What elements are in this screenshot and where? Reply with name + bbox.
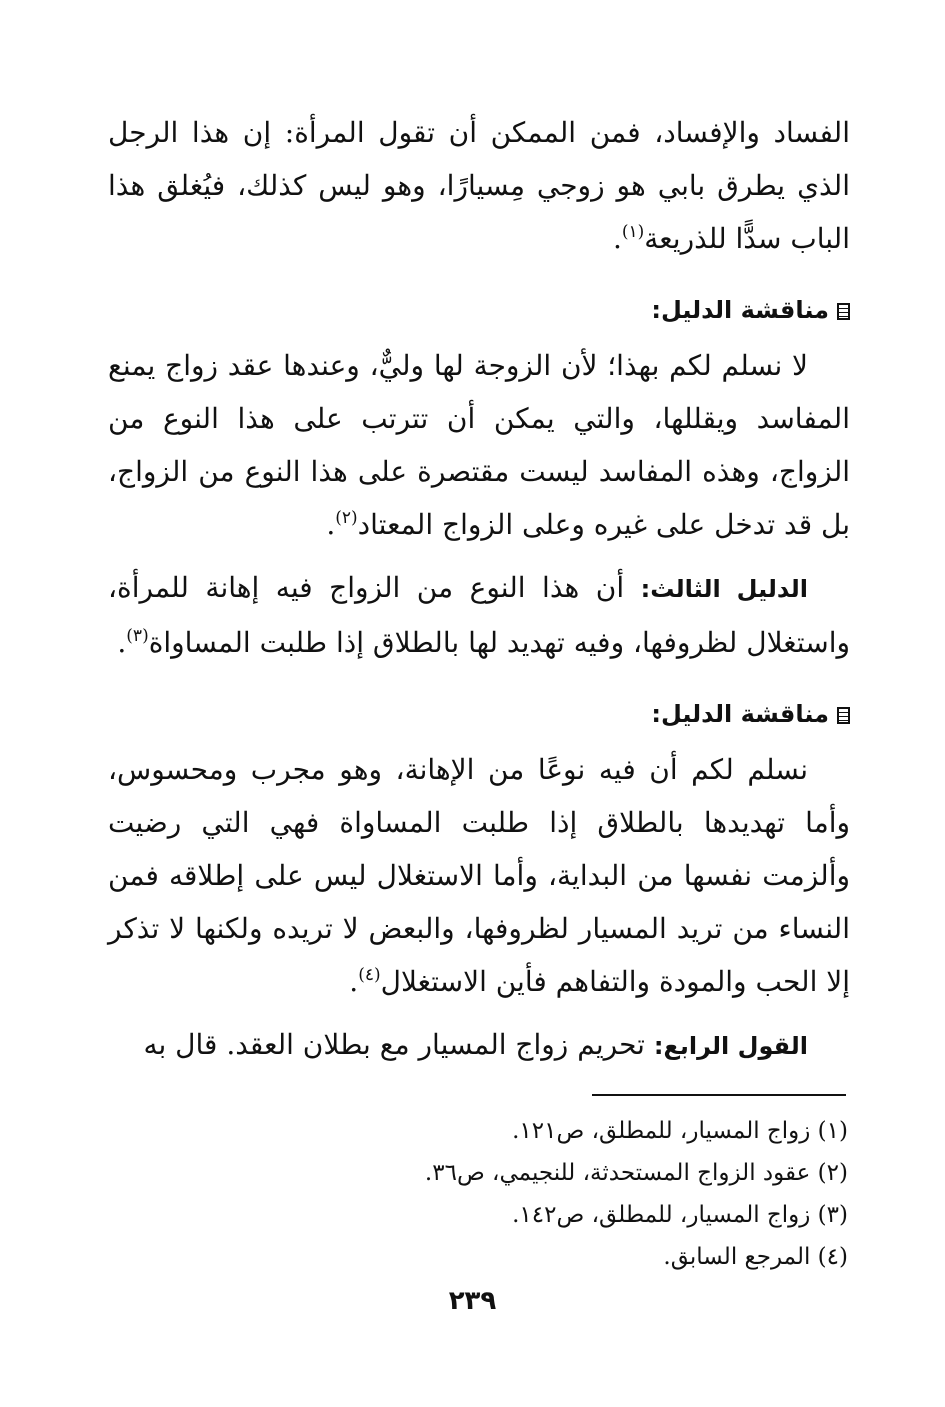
paragraph-3-end: .	[117, 626, 127, 659]
paragraph-2-end: .	[326, 508, 336, 541]
footnote-ref-1: (١)	[621, 222, 645, 242]
footnote-item: (٤) المرجع السابق.	[663, 1244, 848, 1270]
paragraph-2-text: لا نسلم لكم بهذا؛ لأن الزوجة لها وليٌّ، وعندها عقد زواج يمنع المفاسد ويقللها، والتي يمكن أن تترتب على هذا النوع من الزواج، وهذه المفاسد ليست مقتصرة على هذا النوع من الزواج، بل قد تدخل على غيره وعلى الزواج المعتاد	[108, 349, 850, 541]
footnote-item: (٢) عقود الزواج المستحدثة، للنجيمي، ص٣٦.	[424, 1160, 848, 1186]
paragraph-4	[108, 743, 850, 1008]
section-heading-2-label: مناقشة الدليل:	[651, 700, 829, 728]
paragraph-2	[108, 339, 850, 551]
page-number: ٢٣٩	[448, 1286, 497, 1316]
paragraph-1	[108, 106, 850, 265]
paragraph-3-text: أن هذا النوع من الزواج فيه إهانة للمرأة، واستغلال لظروفها، وفيه تهديد لها بالطلاق إذا طلبت المساواة	[108, 571, 850, 659]
paragraph-3	[108, 561, 850, 669]
section-heading-1-label: مناقشة الدليل:	[651, 296, 829, 324]
footnote-item: (٣) زواج المسيار، للمطلق، ص١٤٢.	[512, 1202, 848, 1228]
opinion-label: القول الرابع:	[653, 1032, 808, 1060]
paragraph-4-text: نسلم لكم أن فيه نوعًا من الإهانة، وهو مجرب ومحسوس، وأما تهديدها بالطلاق إذا طلبت المساواة فهي التي رضيت وألزمت نفسها من البداية، وأما الاستغلال ليس على إطلاقه فمن النساء من تريد المسيار لظروفها، والبعض لا تريده ولكنها لا تذكر إلا الحب والمودة والتفاهم فأين الاستغلال	[108, 753, 850, 998]
footnote-ref-3: (٣)	[126, 626, 149, 646]
main-text	[108, 106, 850, 1073]
document-icon	[837, 303, 850, 320]
paragraph-1-text: الفساد والإفساد، فمن الممكن أن تقول المرأة: إن هذا الرجل الذي يطرق بابي هو زوجي مِسيارًا، وهو ليس كذلك، فيُغلق هذا الباب سدًّا للذريعة	[108, 116, 850, 255]
footnote-separator	[592, 1094, 846, 1096]
footnote-ref-2: (٢)	[335, 508, 358, 528]
paragraph-1-end: .	[612, 222, 622, 255]
document-icon	[837, 707, 850, 724]
paragraph-4-end: .	[349, 965, 359, 998]
section-heading-2	[108, 691, 850, 737]
section-heading-1	[108, 287, 850, 333]
footnote-ref-4: (٤)	[358, 965, 381, 985]
evidence-label: الدليل الثالث:	[640, 575, 808, 603]
paragraph-5	[108, 1018, 850, 1073]
footnote-item: (١) زواج المسيار، للمطلق، ص١٢١.	[512, 1118, 848, 1144]
footnotes	[108, 1110, 848, 1278]
paragraph-5-text: تحريم زواج المسيار مع بطلان العقد. قال به	[143, 1028, 654, 1061]
